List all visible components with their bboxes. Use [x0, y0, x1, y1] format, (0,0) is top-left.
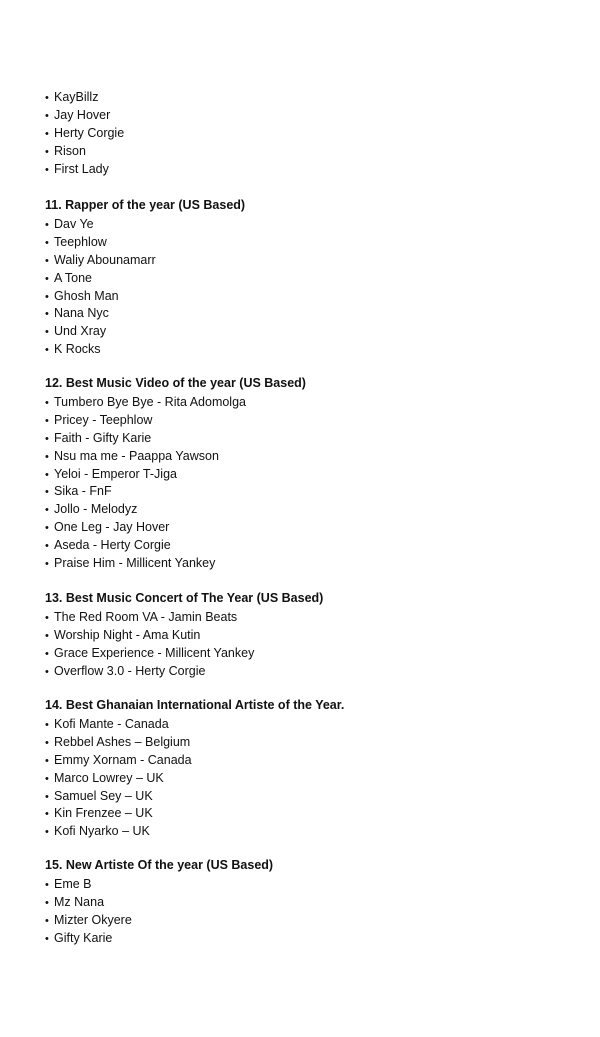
list-item: • Marco Lowrey – UK [45, 770, 565, 788]
list-item: • Jay Hover [45, 107, 565, 125]
list-item: • Kofi Mante - Canada [45, 716, 565, 734]
list-item: • Grace Experience - Millicent Yankey [45, 645, 565, 663]
list-item: • Pricey - Teephlow [45, 412, 565, 430]
nominee-list [45, 716, 565, 841]
list-item: • Und Xray [45, 323, 565, 341]
category-new-artiste [45, 856, 565, 948]
list-item: • Herty Corgie [45, 125, 565, 143]
list-item: • Mz Nana [45, 894, 565, 912]
list-item: • Eme B [45, 876, 565, 894]
list-item: • Jollo - Melodyz [45, 501, 565, 519]
category-heading: 15. New Artiste Of the year (US Based) [45, 858, 274, 872]
list-item: • First Lady [45, 161, 565, 179]
category-best-music-video [45, 374, 565, 573]
category-heading: 12. Best Music Video of the year (US Based) [45, 376, 306, 390]
list-item: • Praise Him - Millicent Yankey [45, 555, 565, 573]
list-item: • Tumbero Bye Bye - Rita Adomolga [45, 394, 565, 412]
category-rapper-of-the-year [45, 196, 565, 359]
list-item: • Ghosh Man [45, 288, 565, 306]
list-item: • Gifty Karie [45, 930, 565, 948]
list-item: • Nsu ma me - Paappa Yawson [45, 448, 565, 466]
list-item: • Rison [45, 143, 565, 161]
list-item: • K Rocks [45, 341, 565, 359]
list-item: • Aseda - Herty Corgie [45, 537, 565, 555]
list-item: • Mizter Okyere [45, 912, 565, 930]
continued-nominee-list [45, 89, 565, 178]
category-heading: 14. Best Ghanaian International Artiste of the Year. [45, 698, 345, 712]
category-best-music-concert [45, 589, 565, 681]
category-best-international-artiste [45, 696, 565, 841]
list-item: • Kofi Nyarko – UK [45, 823, 565, 841]
list-item: • Teephlow [45, 234, 565, 252]
category-heading: 13. Best Music Concert of The Year (US Based) [45, 591, 324, 605]
list-item: • Overflow 3.0 - Herty Corgie [45, 663, 565, 681]
list-item: • Faith - Gifty Karie [45, 430, 565, 448]
list-item: • Yeloi - Emperor T-Jiga [45, 466, 565, 484]
list-item: • KayBillz [45, 89, 565, 107]
nominee-list [45, 89, 565, 178]
list-item: • Worship Night - Ama Kutin [45, 627, 565, 645]
list-item: • Waliy Abounamarr [45, 252, 565, 270]
list-item: • Samuel Sey – UK [45, 788, 565, 806]
nominee-list [45, 609, 565, 681]
nominee-list [45, 394, 565, 573]
list-item: • Kin Frenzee – UK [45, 805, 565, 823]
list-item: • The Red Room VA - Jamin Beats [45, 609, 565, 627]
category-heading: 11. Rapper of the year (US Based) [45, 198, 246, 212]
list-item: • Nana Nyc [45, 305, 565, 323]
list-item: • Dav Ye [45, 216, 565, 234]
list-item: • One Leg - Jay Hover [45, 519, 565, 537]
list-item: • Rebbel Ashes – Belgium [45, 734, 565, 752]
nominee-list [45, 216, 565, 359]
list-item: • Sika - FnF [45, 483, 565, 501]
nominee-list [45, 876, 565, 948]
list-item: • A Tone [45, 270, 565, 288]
list-item: • Emmy Xornam - Canada [45, 752, 565, 770]
